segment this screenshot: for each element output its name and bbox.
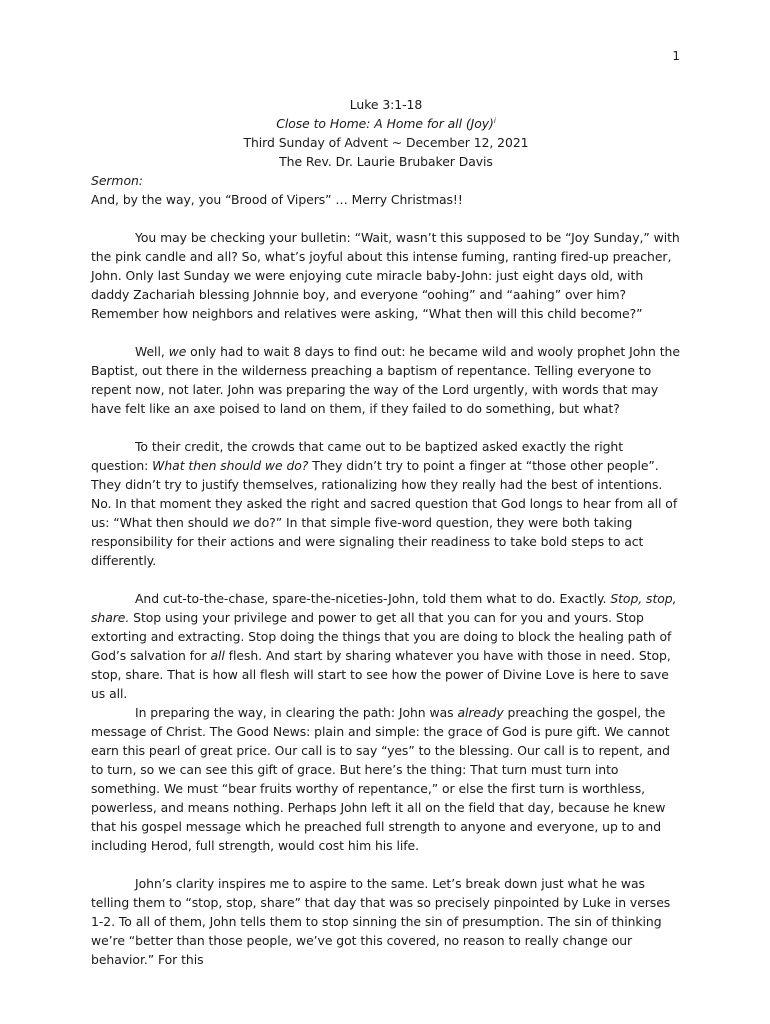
paragraph-4-emphasis-stop-stop-share: Stop, stop, share. [91, 591, 677, 625]
paragraph-3-emphasis-we: we [232, 515, 251, 530]
sermon-label: Sermon: [91, 173, 143, 188]
paragraph-3-text-a: To their credit, the crowds that came out to be baptized asked exactly the right question: [91, 439, 624, 473]
paragraph-4 [91, 589, 681, 703]
page-number: 1 [672, 49, 680, 63]
paragraph-3-text-e: do?” In that simple five-word question, they were both taking responsibility for their actions and were signaling their readiness to take bold steps to act differently. [91, 515, 644, 568]
scripture-reference: Luke 3:1-18 [349, 97, 423, 112]
paragraph-2 [91, 342, 681, 418]
occasion-line: Third Sunday of Advent ~ December 12, 2021 [243, 135, 529, 150]
sermon-header [91, 95, 681, 171]
paragraph-1: You may be checking your bulletin: “Wait, wasn’t this supposed to be “Joy Sunday,” with the pink candle and all? So, what’s joyful about this intense fuming, ranting fired-up preacher, John. Only last Sunday we were enjoying cute miracle baby-John: just eight days old, with daddy Zachariah blessing Johnnie boy, and everyone “oohing” and “aahing” over him? Remember how neighbors and relatives were asking, “What then will this child become?” [91, 230, 680, 321]
author-line: The Rev. Dr. Laurie Brubaker Davis [279, 154, 493, 169]
paragraph-5-emphasis-already: already [457, 705, 504, 720]
paragraph-2-text-a: Well, [135, 344, 169, 359]
paragraph-4-text-a: And cut-to-the-chase, spare-the-niceties-John, told them what to do. Exactly. [135, 591, 611, 606]
paragraph-3-text-c: They didn’t try to point a finger at “those other people”. They didn’t try to justify themselves, rationalizing how they really had the best of intentions. No. In that moment they asked the right and sacred question that God longs to hear from all of us: “What then should [91, 458, 678, 530]
paragraph-4-text-e: flesh. And start by sharing whatever you have with those in need. Stop, stop, share. That is how all flesh will start to see how the power of Divine Love is here to save us all. [91, 648, 671, 701]
sermon-title-text: Close to Home: A Home for all (Joy) [276, 116, 494, 131]
paragraph-3 [91, 437, 681, 570]
opening-line: And, by the way, you “Brood of Vipers” … Merry Christmas!! [91, 192, 463, 207]
sermon-title [91, 114, 681, 133]
sermon-body [91, 95, 681, 969]
paragraph-2-text-c: only had to wait 8 days to find out: he became wild and wooly prophet John the Baptist, out there in the wilderness preaching a baptism of repentance. Telling everyone to repent now, not later. John was preparing the way of the Lord urgently, with words that may have felt like an axe poised to land on them, if they failed to do something, but what? [91, 344, 680, 416]
paragraph-5-text-c: preaching the gospel, the message of Christ. The Good News: plain and simple: the grace of God is pure gift. We cannot earn this pearl of great price. Our call is to say “yes” to the blessing. Our call is to repent, and to turn, so we can see this gift of grace. But here’s the thing: That turn must turn into something. We must “bear fruits worthy of repentance,” or else the first turn is worthless, powerless, and means nothing. Perhaps John left it all on the field that day, because he knew that his gospel message which he preached full strength to anyone and everyone, up to and including Herod, full strength, would cost him his life. [91, 705, 670, 853]
paragraph-5 [91, 703, 681, 855]
paragraph-2-emphasis: we [168, 344, 187, 359]
paragraph-5-text-a: In preparing the way, in clearing the path: John was [135, 705, 458, 720]
endnote-marker[interactable]: i [493, 116, 496, 125]
paragraph-3-emphasis-question: What then should we do? [152, 458, 309, 473]
paragraph-6: John’s clarity inspires me to aspire to the same. Let’s break down just what he was telling them to “stop, stop, share” that day that was so precisely pinpointed by Luke in verses 1-2. To all of them, John tells them to stop sinning the sin of presumption. The sin of thinking we’re “better than those people, we’ve got this covered, no reason to really change our behavior.” For this [91, 876, 671, 967]
paragraph-4-text-c: Stop using your privilege and power to get all that you can for you and yours. Stop extorting and extracting. Stop doing the things that you are doing to block the healing path of God’s salvation for [91, 610, 672, 663]
paragraph-4-emphasis-all: all [210, 648, 225, 663]
